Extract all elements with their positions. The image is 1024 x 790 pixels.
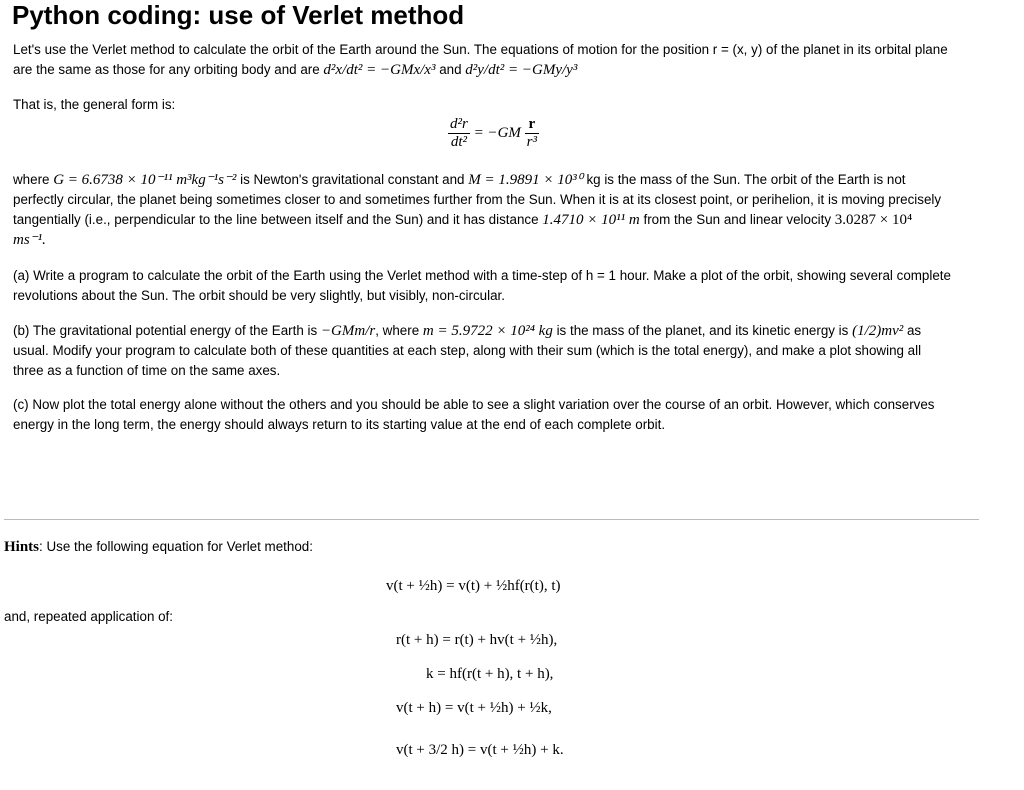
eq-y: d²y/dt² = −GMy/y³ [465, 62, 578, 78]
and-word: and [439, 62, 462, 77]
distance-expr: 1.4710 × 10¹¹ m [542, 212, 640, 228]
where-word: where [13, 172, 50, 187]
eq-x: d²x/dt² = −GMx/x³ [323, 62, 436, 78]
constants-line-3b: from the Sun and linear velocity [643, 212, 832, 227]
intro-paragraph [13, 40, 998, 80]
general-form-label: That is, the general form is: [13, 97, 176, 112]
part-c-line-1: (c) Now plot the total energy alone without the others and you should be able to see a slight variation over the course of an orbit. However, which conserves [13, 397, 935, 412]
general-eq-den2: r³ [526, 134, 538, 150]
part-b-c: is the mass of the planet, and its kinetic energy is [556, 323, 849, 338]
hints-text: : Use the following equation for Verlet method: [39, 539, 313, 554]
mass-expr: m = 5.9722 × 10²⁴ kg [422, 323, 553, 339]
repeated-label: and, repeated application of: [4, 609, 173, 624]
velocity-expr: 3.0287 × 10⁴ [834, 212, 913, 228]
constants-paragraph [13, 170, 998, 250]
part-b [13, 321, 998, 381]
hints-line [4, 537, 989, 557]
verlet-eq-1: v(t + ½h) = v(t) + ½hf(r(t), t) [386, 578, 561, 594]
intro-line-2: are the same as those for any orbiting body and are [13, 62, 320, 77]
pe-expr: −GMm/r [320, 323, 376, 339]
part-c [13, 395, 998, 435]
G-text: is Newton's gravitational constant and [240, 172, 465, 187]
page-title: Python coding: use of Verlet method [12, 0, 465, 30]
verlet-eq-5: v(t + 3/2 h) = v(t + ½h) + k. [396, 742, 564, 758]
part-b-a: (b) The gravitational potential energy of the Earth is [13, 323, 318, 338]
G-expr: G = 6.6738 × 10⁻¹¹ m³kg⁻¹s⁻² [53, 172, 237, 188]
part-a-line-1: (a) Write a program to calculate the orbit of the Earth using the Verlet method with a time-step of h = 1 hour. Make a plot of the orbit, showing several complete [13, 268, 951, 283]
verlet-eq-3: k = hf(r(t + h), t + h), [426, 666, 554, 682]
part-b-b: , where [375, 323, 420, 338]
general-eq-den: dt² [450, 134, 467, 150]
general-eq-mid: = −GM [473, 124, 521, 141]
velocity-unit: ms⁻¹. [13, 232, 46, 248]
M-expr: M = 1.9891 × 10³⁰ [468, 172, 583, 188]
verlet-eq-2: r(t + h) = r(t) + hv(t + ½h), [396, 632, 558, 648]
divider [4, 519, 979, 520]
general-equation [448, 116, 539, 151]
ke-expr: (1/2)mv² [852, 323, 904, 339]
part-a-line-2: revolutions about the Sun. The orbit should be very slightly, but visibly, non-circular. [13, 288, 505, 303]
verlet-eq-4: v(t + h) = v(t + ½h) + ½k, [396, 700, 552, 716]
general-eq-num: d²r [450, 116, 468, 132]
M-text: kg is the mass of the Sun. The orbit of the Earth is not [586, 172, 906, 187]
part-c-line-2: energy in the long term, the energy should always return to its starting value at the end of each complete orbit. [13, 417, 666, 432]
part-b-line-3: three as a function of time on the same axes. [13, 363, 281, 378]
hints-label: Hints [4, 539, 40, 555]
constants-line-3a: tangentially (i.e., perpendicular to the line between itself and the Sun) and it has distance [13, 212, 539, 227]
part-a [13, 266, 998, 306]
part-b-line-2: usual. Modify your program to calculate both of these quantities at each step, along with their sum (which is the total energy), and make a plot showing all [13, 343, 922, 358]
part-b-d: as [906, 323, 922, 338]
intro-line-1: Let's use the Verlet method to calculate the orbit of the Earth around the Sun. The equations of motion for the position r = (x, y) of the planet in its orbital plane [13, 42, 948, 57]
constants-line-2: perfectly circular, the planet being sometimes closer to and sometimes further from the Sun. When it is at its closest point, or perihelion, it is moving precisely [13, 192, 942, 207]
general-eq-num2: r [525, 116, 539, 134]
